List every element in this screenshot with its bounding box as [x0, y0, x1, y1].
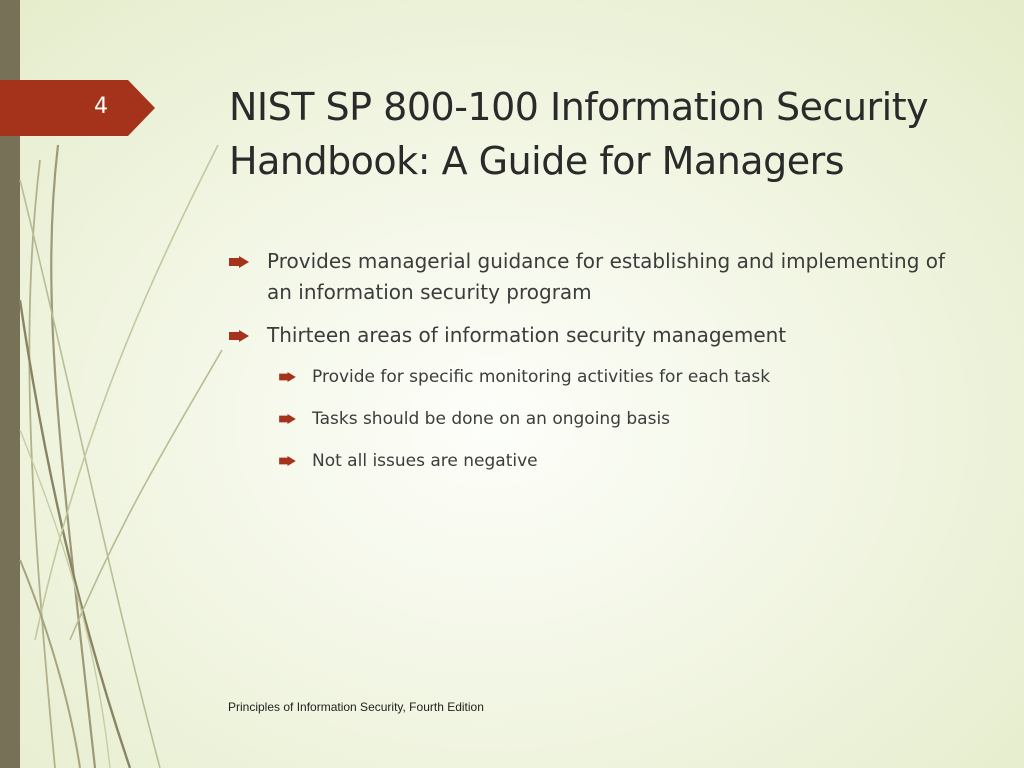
sub-bullet-item	[229, 447, 949, 475]
slide-number: 4	[94, 94, 108, 119]
bullet-item	[229, 320, 949, 351]
arrow-bullet-icon	[279, 414, 296, 424]
slide-body	[229, 246, 949, 489]
sub-bullet-item	[229, 363, 949, 391]
sub-bullet-text: Provide for specific monitoring activities for each task	[312, 367, 771, 387]
slide-title: NIST SP 800-100 Information Security Handbook: A Guide for Managers	[229, 85, 929, 183]
bullet-text: Thirteen areas of information security management	[267, 323, 787, 347]
slide-number-tab	[0, 80, 155, 136]
bullet-item	[229, 246, 949, 308]
arrow-bullet-icon	[229, 256, 249, 268]
sub-bullet-text: Not all issues are negative	[312, 451, 538, 471]
slide-footer: Principles of Information Security, Fourth Edition	[228, 700, 484, 714]
arrow-bullet-icon	[229, 330, 249, 342]
sub-bullet-item	[229, 405, 949, 433]
bullet-text: Provides managerial guidance for establishing and implementing of an information security program	[267, 249, 946, 304]
arrow-bullet-icon	[279, 372, 296, 382]
arrow-bullet-icon	[279, 456, 296, 466]
sub-bullet-text: Tasks should be done on an ongoing basis	[312, 409, 671, 429]
